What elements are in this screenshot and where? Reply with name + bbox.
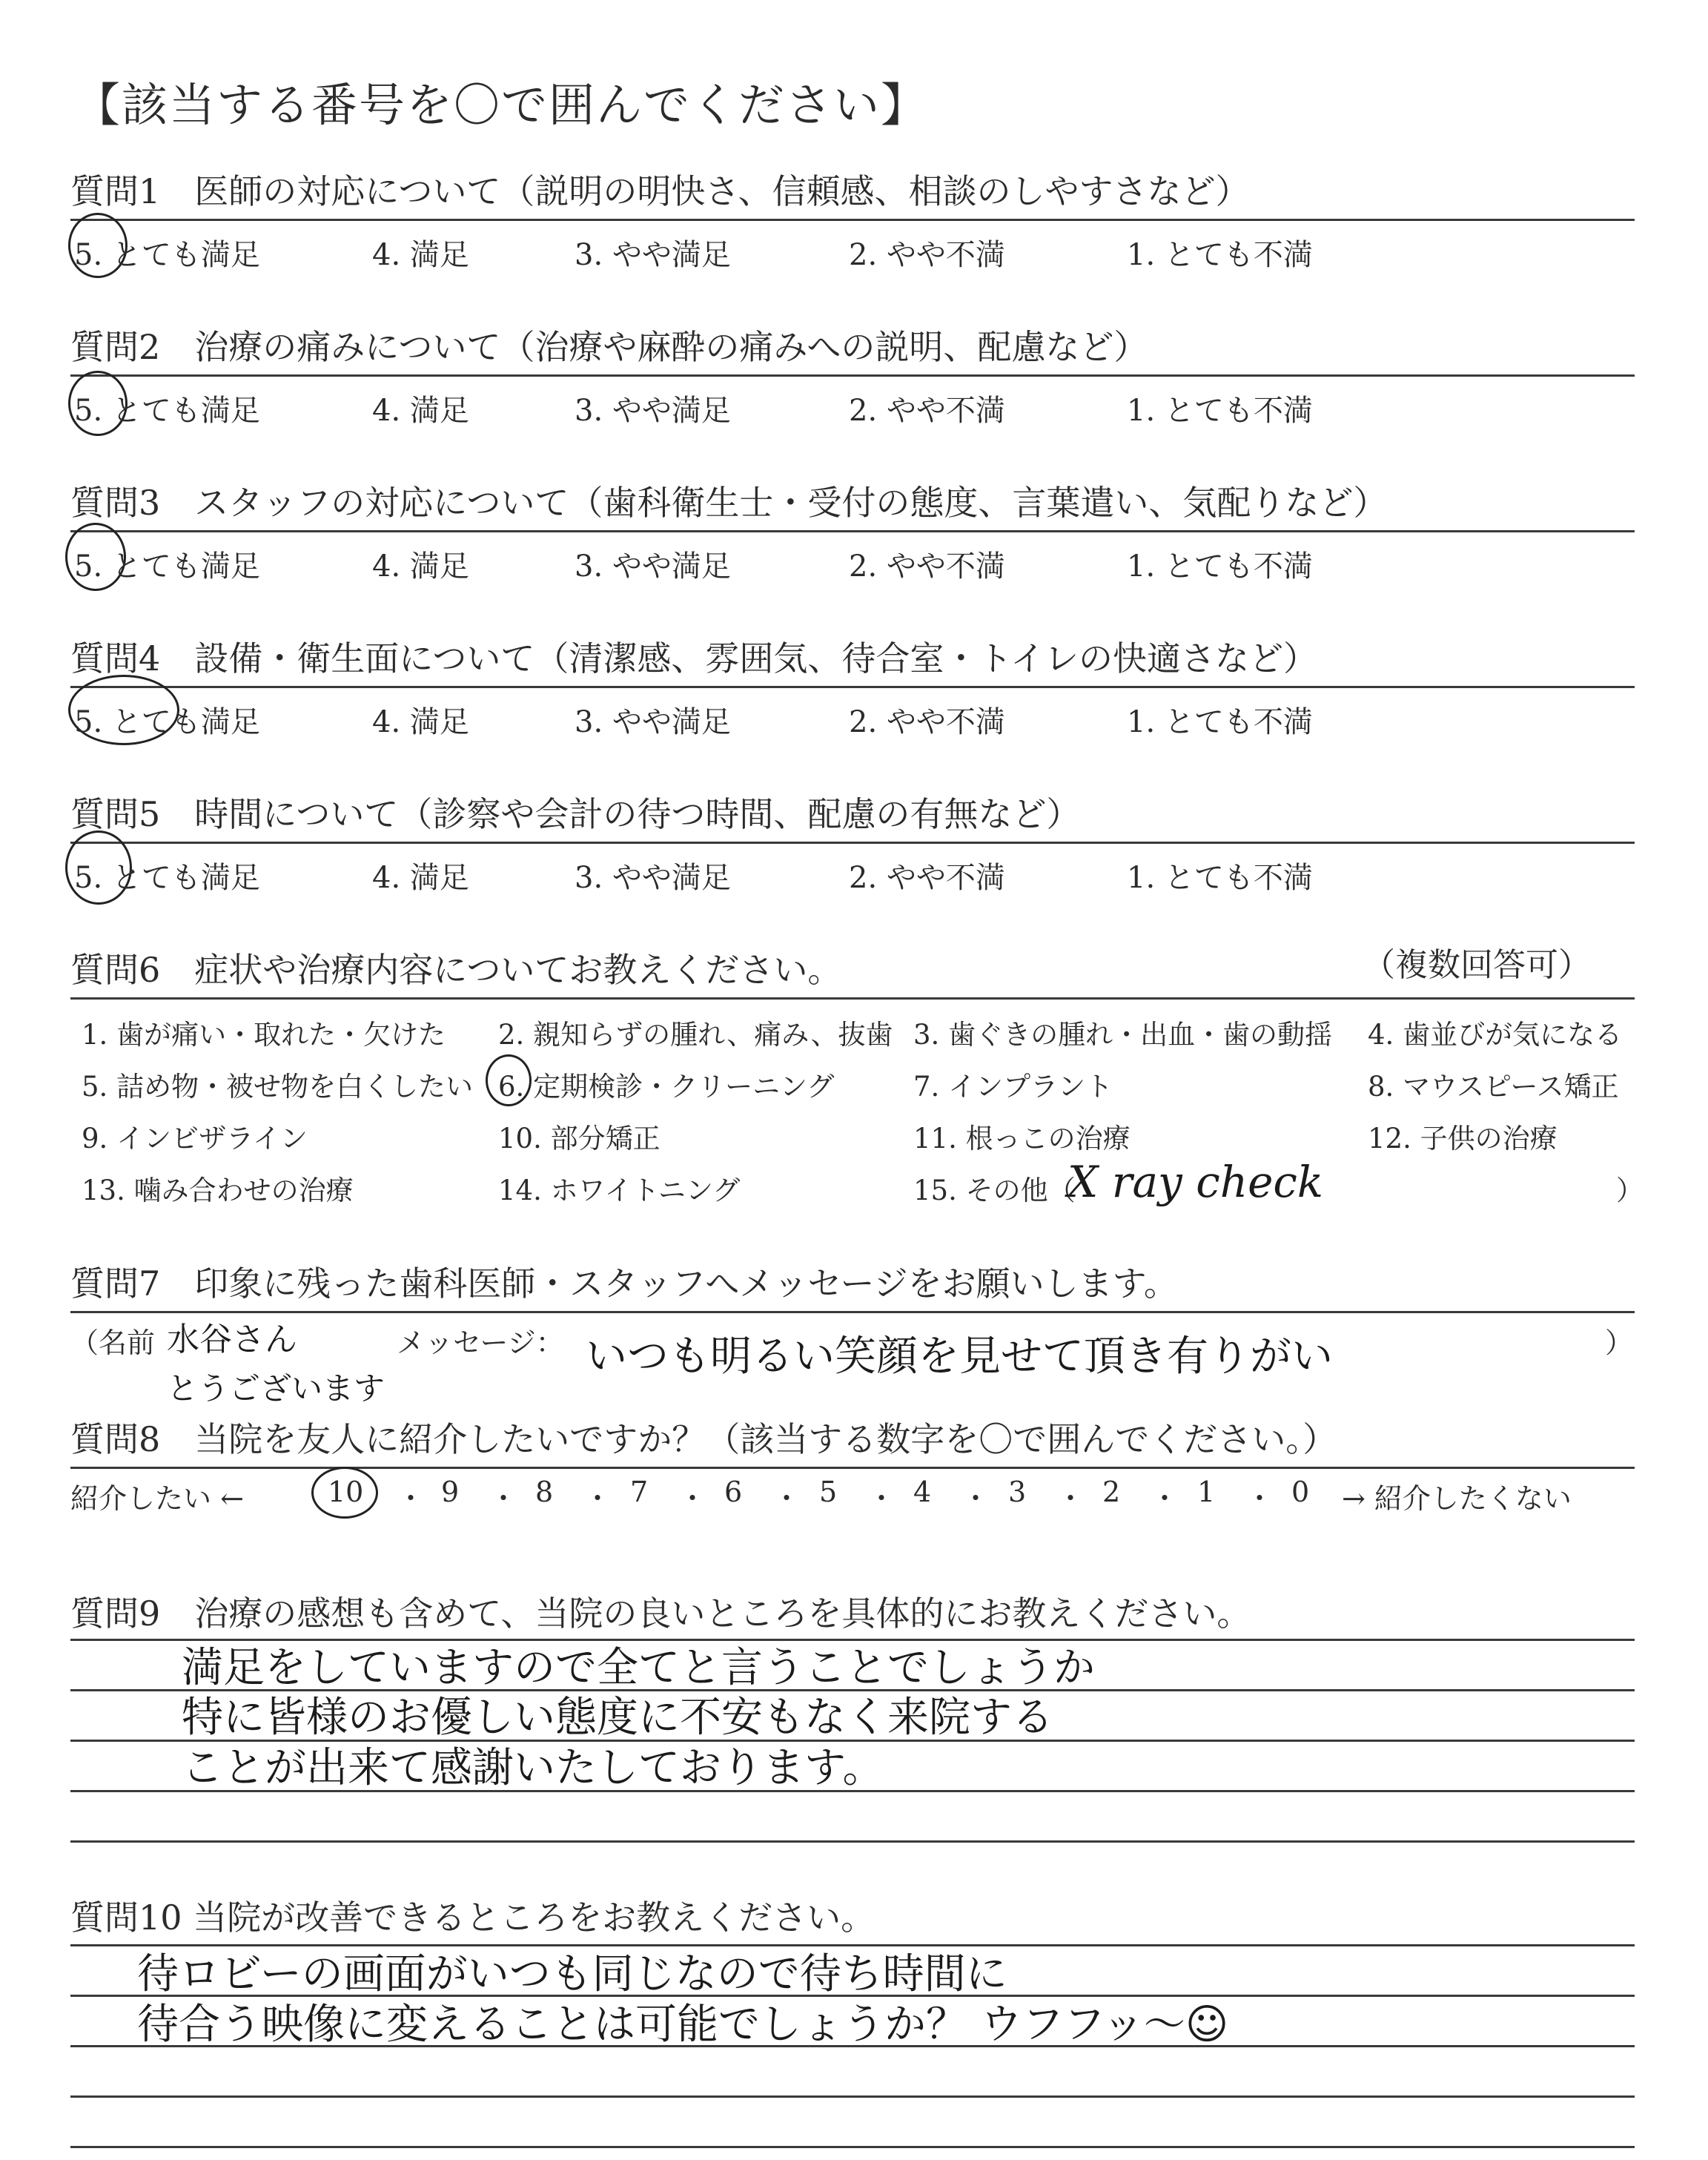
q6-item-14[interactable]: 14. ホワイトニング	[498, 1175, 741, 1206]
scale-6[interactable]: 6	[724, 1476, 743, 1508]
option-5[interactable]: 5. とても満足	[74, 549, 260, 584]
q6-other-handwritten: X ray check	[1068, 1157, 1324, 1207]
option-1[interactable]: 1. とても不満	[1127, 705, 1313, 739]
q6-item-11[interactable]: 11. 根っこの治療	[913, 1123, 1131, 1155]
divider	[70, 842, 1635, 844]
scale-3[interactable]: 3	[1008, 1476, 1027, 1508]
q6-item-10[interactable]: 10. 部分矯正	[498, 1123, 661, 1155]
q10-answer-line-1: 待ロビーの画面がいつも同じなので待ち時間に	[137, 1950, 1007, 1998]
q6-item-12[interactable]: 12. 子供の治療	[1368, 1123, 1558, 1155]
option-2[interactable]: 2. やや不満	[849, 705, 1005, 739]
scale-10[interactable]: 10	[328, 1476, 364, 1508]
option-2[interactable]: 2. やや不満	[849, 861, 1005, 895]
option-2[interactable]: 2. やや不満	[849, 394, 1005, 428]
question-10-label: 質問10 当院が改善できるところをお教えください。	[70, 1898, 875, 1938]
divider	[70, 997, 1635, 1000]
option-5[interactable]: 5. とても満足	[74, 394, 260, 428]
scale-7[interactable]: 7	[630, 1476, 649, 1508]
divider	[70, 219, 1635, 221]
scale-dot: ・	[1245, 1482, 1274, 1515]
q6-item-9[interactable]: 9. インビザライン	[82, 1123, 308, 1155]
scale-dot: ・	[397, 1482, 426, 1515]
divider	[70, 1467, 1635, 1469]
question-8-label: 質問8 当院を友人に紹介したいですか？（該当する数字を〇で囲んでください。）	[70, 1419, 1337, 1459]
option-4[interactable]: 4. 満足	[372, 238, 469, 272]
question-2-label: 質問2 治療の痛みについて（治療や麻酔の痛みへの説明、配慮など）	[70, 327, 1148, 367]
message-close-paren: ）	[1605, 1327, 1634, 1359]
name-handwritten: 水谷さん	[167, 1321, 297, 1358]
q6-item-4[interactable]: 4. 歯並びが気になる	[1368, 1019, 1623, 1051]
scale-dot: ・	[678, 1482, 707, 1515]
q6-item-2[interactable]: 2. 親知らずの腫れ、痛み、抜歯	[498, 1019, 893, 1051]
option-3[interactable]: 3. やや満足	[575, 705, 731, 739]
option-5[interactable]: 5. とても満足	[74, 238, 260, 272]
q6-item-6[interactable]: 6. 定期検診・クリーニング	[498, 1071, 835, 1103]
question-6-label: 質問6 症状や治療内容についてお教えください。	[70, 950, 842, 990]
scale-1[interactable]: 1	[1197, 1476, 1216, 1508]
option-4[interactable]: 4. 満足	[372, 549, 469, 584]
divider	[70, 374, 1635, 377]
scale-dot: ・	[1056, 1482, 1085, 1515]
scale-0[interactable]: 0	[1291, 1476, 1310, 1508]
scale-dot: ・	[1151, 1482, 1179, 1515]
q10-answer-line-2: 待合う映像に変えることは可能でしょうか？ ウフフッ〜☺	[137, 2001, 1229, 2049]
question-3-label: 質問3 スタッフの対応について（歯科衛生士・受付の態度、言葉遣い、気配りなど）	[70, 483, 1388, 523]
scale-dot: ・	[961, 1482, 990, 1515]
scale-9[interactable]: 9	[441, 1476, 460, 1508]
recommend-right-label: → 紹介したくない	[1342, 1482, 1572, 1515]
option-1[interactable]: 1. とても不満	[1127, 394, 1313, 428]
scale-dot: ・	[583, 1482, 612, 1515]
divider	[70, 686, 1635, 688]
q6-item-7[interactable]: 7. インプラント	[913, 1071, 1113, 1103]
option-1[interactable]: 1. とても不満	[1127, 238, 1313, 272]
question-9-label: 質問9 治療の感想も含めて、当院の良いところを具体的にお教えください。	[70, 1593, 1251, 1634]
survey-title: 【該当する番号を〇で囲んでください】	[74, 78, 929, 132]
q9-answer-line-3: ことが出来て感謝いたしております。	[182, 1744, 884, 1792]
question-1-label: 質問1 医師の対応について（説明の明快さ、信頼感、相談のしやすさなど）	[70, 171, 1250, 211]
q9-answer-line-1: 満足をしていますので全てと言うことでしょうか	[182, 1644, 1095, 1692]
option-3[interactable]: 3. やや満足	[575, 238, 731, 272]
option-3[interactable]: 3. やや満足	[575, 549, 731, 584]
answer-line	[70, 2095, 1635, 2098]
message-label: メッセージ：	[397, 1327, 564, 1359]
option-1[interactable]: 1. とても不満	[1127, 549, 1313, 584]
q6-item-15[interactable]: 15. その他（	[913, 1175, 1076, 1206]
recommend-left-label: 紹介したい ←	[70, 1482, 244, 1515]
divider	[70, 1311, 1635, 1313]
multiple-answers-note: （複数回答可）	[1363, 946, 1591, 984]
option-4[interactable]: 4. 満足	[372, 861, 469, 895]
option-4[interactable]: 4. 満足	[372, 394, 469, 428]
q6-item-8[interactable]: 8. マウスピース矯正	[1368, 1071, 1619, 1103]
q6-item-13[interactable]: 13. 噛み合わせの治療	[82, 1175, 354, 1206]
option-1[interactable]: 1. とても不満	[1127, 861, 1313, 895]
question-7-label: 質問7 印象に残った歯科医師・スタッフへメッセージをお願いします。	[70, 1264, 1178, 1304]
scale-dot: ・	[489, 1482, 518, 1515]
option-4[interactable]: 4. 満足	[372, 705, 469, 739]
question-4-label: 質問4 設備・衛生面について（清潔感、雰囲気、待合室・トイレの快適さなど）	[70, 638, 1318, 678]
option-2[interactable]: 2. やや不満	[849, 549, 1005, 584]
q6-item-3[interactable]: 3. 歯ぐきの腫れ・出血・歯の動揺	[913, 1019, 1333, 1051]
q6-item-1[interactable]: 1. 歯が痛い・取れた・欠けた	[82, 1019, 446, 1051]
divider	[70, 530, 1635, 532]
q6-other-close-paren: ）	[1616, 1175, 1644, 1206]
question-5-label: 質問5 時間について（診察や会計の待つ時間、配慮の有無など）	[70, 794, 1081, 834]
message-handwritten-line-1: いつも明るい笑顔を見せて頂き有りがい	[586, 1332, 1333, 1381]
option-2[interactable]: 2. やや不満	[849, 238, 1005, 272]
scale-5[interactable]: 5	[819, 1476, 838, 1508]
scale-4[interactable]: 4	[913, 1476, 932, 1508]
name-label: （名前	[70, 1327, 156, 1359]
scale-dot: ・	[772, 1482, 801, 1515]
option-3[interactable]: 3. やや満足	[575, 861, 731, 895]
message-handwritten-line-2: とうございます	[167, 1370, 385, 1407]
scale-2[interactable]: 2	[1102, 1476, 1121, 1508]
scale-8[interactable]: 8	[535, 1476, 554, 1508]
q6-item-5[interactable]: 5. 詰め物・被せ物を白くしたい	[82, 1071, 474, 1103]
q9-answer-line-2: 特に皆様のお優しい態度に不安もなく来院する	[182, 1694, 1053, 1742]
option-3[interactable]: 3. やや満足	[575, 394, 731, 428]
answer-line	[70, 1840, 1635, 1843]
option-5[interactable]: 5. とても満足	[74, 861, 260, 895]
scale-dot: ・	[867, 1482, 896, 1515]
option-5[interactable]: 5. とても満足	[74, 705, 260, 739]
answer-line	[70, 2146, 1635, 2148]
